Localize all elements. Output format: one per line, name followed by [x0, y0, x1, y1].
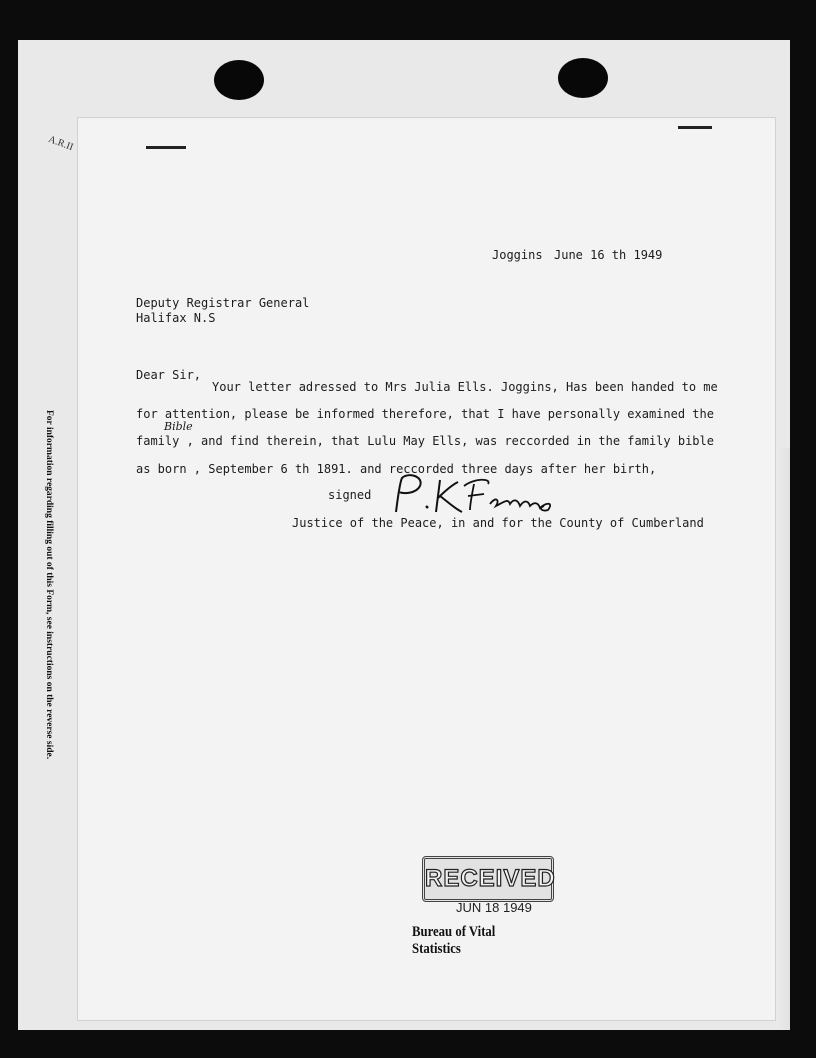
bleed-through-shadow — [778, 448, 816, 1048]
form-instructions-text: For information regarding filling out of this Form, see instructions on the reverse side. — [44, 410, 54, 760]
punch-hole-left — [214, 60, 264, 100]
letter-edge-mark-right — [678, 126, 712, 129]
recipient-title: Deputy Registrar General — [136, 296, 310, 310]
body-line-3: family , and find therein, that Lulu May Ells, was reccorded in the family bible — [136, 434, 714, 448]
letter-sheet — [78, 118, 775, 1020]
stamp-office: Bureau of Vital Statistics — [412, 924, 496, 957]
handwritten-insert: Bible — [164, 420, 193, 433]
recipient-city: Halifax N.S — [136, 311, 216, 325]
stamp-title: RECEIVED — [422, 856, 554, 902]
letter-place: Joggins — [492, 248, 543, 262]
handwritten-signature — [388, 472, 568, 518]
corner-annotation: A.R.II — [46, 133, 75, 154]
signature-title: Justice of the Peace, in and for the County of Cumberland — [292, 516, 704, 530]
salutation: Dear Sir, — [136, 368, 202, 382]
signed-label: signed — [328, 488, 372, 502]
form-instructions-note — [44, 410, 70, 800]
stamp-date: JUN 18 1949 — [456, 900, 532, 915]
body-line-2: for attention, please be informed therefore, that I have personally examined the — [136, 407, 714, 421]
punch-hole-right — [558, 58, 608, 98]
received-stamp — [412, 856, 562, 957]
letter-date: June 16 th 1949 — [554, 248, 663, 262]
letter-edge-mark-left — [146, 146, 186, 149]
body-line-1: Your letter adressed to Mrs Julia Ells. Joggins, Has been handed to me — [212, 380, 718, 394]
body-line-4: as born , September 6 th 1891. and reccorded three days after her birth, — [136, 462, 657, 476]
